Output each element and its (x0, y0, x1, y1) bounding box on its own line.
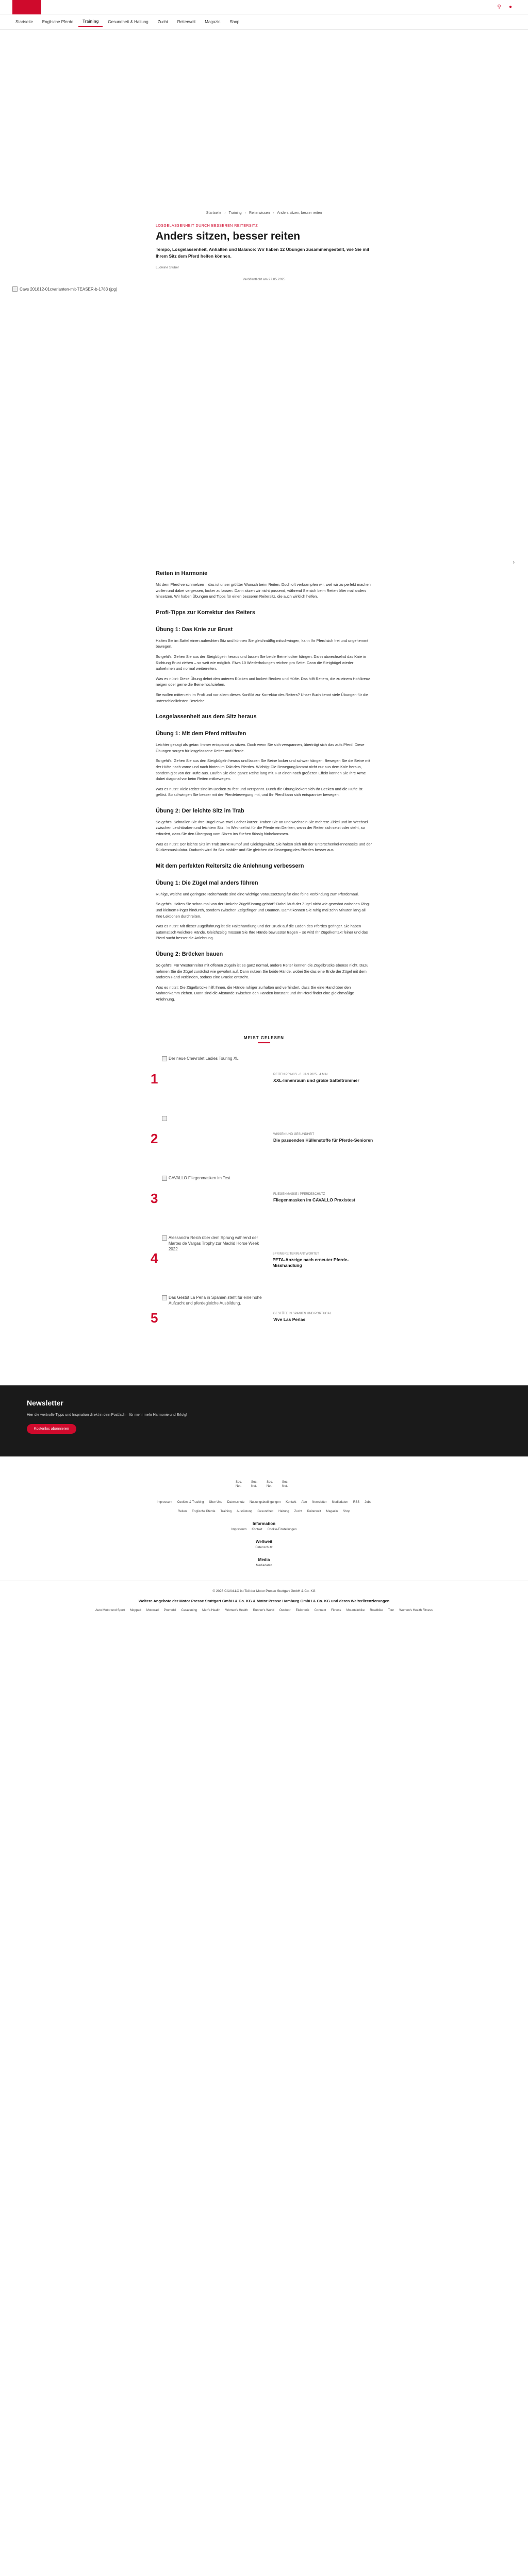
nav-item-magazin[interactable]: Magazin (205, 20, 221, 24)
nav-item-zucht[interactable]: Zucht (157, 20, 168, 24)
paragraph: Ruhige, weiche und geringere Reiterhände sind eine wichtige Voraussetzung für eine feine Verbindung zum Pferdemaul. (156, 891, 359, 896)
publisher-link[interactable]: Outdoor (279, 1608, 291, 1612)
publisher-link[interactable]: Promobil (163, 1608, 176, 1612)
user-icon[interactable]: ● (508, 4, 513, 10)
teaser-image-alt: CAVALLO Fliegenmasken im Test (169, 1175, 230, 1180)
publisher-link[interactable]: Fitness (331, 1608, 341, 1612)
newsletter-banner (0, 1385, 528, 1456)
social-network-icon[interactable]: Soc. Net. (236, 1480, 242, 1488)
paragraph: Was es nützt: Der leichte Sitz im Trab stärkt Rumpf und Gleichgewicht. Sie halten sich mit der Unterschenkel-Innenseite und der Rückenmuskulatur. Dadurch wird Ihr Sitz stabiler und Sie gleichen die Bewegung des Pferdes besser aus. (156, 841, 372, 853)
social-network-icon[interactable]: Soc. Net. (251, 1480, 258, 1488)
breadcrumb-item[interactable]: Training (228, 211, 242, 215)
main-navigation (0, 14, 528, 30)
publisher-link[interactable]: Auto Motor und Sport (95, 1608, 125, 1612)
footer-link[interactable]: Reiterwelt (307, 1510, 321, 1513)
publisher-link[interactable]: Elektronik (295, 1608, 309, 1612)
publisher-links (37, 1609, 491, 1612)
social-links (0, 1480, 528, 1495)
section-heading: Mit dem perfekten Reitersitz die Anlehnung verbessern (156, 862, 304, 869)
footer-info-links (0, 1528, 528, 1531)
footer-link[interactable]: Nutzungsbedingungen (250, 1500, 281, 1504)
footer-link[interactable]: Englische Pferde (192, 1510, 216, 1513)
topbar-actions (496, 4, 514, 10)
footer-link[interactable]: Über Uns (209, 1500, 222, 1504)
article-date: Veröffentlicht am 27.05.2025 (242, 278, 286, 281)
paragraph: Sie wollen mitten ein im Profi und vor allem dieses Konflikt zur Korrektur des Reiters? Unser Buch kennt viele Übungen für die unterschiedlichsten Bereiche: (156, 692, 369, 703)
teaser-image-alt: Das Gestüt La Perla in Spanien steht für eine hohe Aufzucht und pferdegleiche Ausbildung. (169, 1295, 262, 1306)
most-read-section (151, 1036, 377, 1342)
footer-link[interactable]: Ausrüstung (237, 1510, 253, 1513)
rank-number: 3 (151, 1190, 158, 1206)
section-heading: Profi-Tipps zur Korrektur des Reiters (156, 609, 255, 616)
copyright: © 2026 CAVALLO ist Teil der Motor Presse Stuttgart GmbH & Co. KG (0, 1581, 528, 1593)
teaser-headline[interactable]: Fliegenmasken im CAVALLO Praxistest (273, 1197, 355, 1202)
rank-number: 1 (151, 1071, 158, 1087)
newsletter-title: Newsletter (27, 1398, 63, 1407)
footer-link[interactable]: Gesundheit (257, 1510, 274, 1513)
footer-link[interactable]: Zucht (294, 1510, 302, 1513)
top-bar (0, 0, 528, 14)
breadcrumb-separator: › (224, 211, 226, 215)
footer-link[interactable]: Cookies & Tracking (177, 1500, 204, 1504)
breadcrumb-item[interactable]: Reiterwissen (249, 211, 270, 215)
publisher-link[interactable]: Runner's World (253, 1608, 274, 1612)
publisher-link[interactable]: Connect (314, 1608, 326, 1612)
rank-number: 4 (151, 1250, 158, 1266)
exercise-heading: Übung 2: Brücken bauen (156, 951, 223, 957)
broken-image-icon (162, 1116, 167, 1121)
rank-number: 2 (151, 1130, 158, 1146)
breadcrumb-separator: › (273, 211, 274, 215)
exercise-heading: Übung 2: Der leichte Sitz im Trab (156, 807, 244, 814)
footer-heading-weltweit: Weltweit (255, 1539, 273, 1544)
paragraph: Was es nützt: Diese Übung dehnt den unteren Rücken und lockert Becken und Hüfte. Das hilft Reitern, die zu einem Hohlkreuz neigen oder gerne die Beine hochziehen. (156, 676, 370, 687)
teaser-image-alt: Der neue Chevrolet Ladies Touring XL (169, 1056, 239, 1061)
teaser-kicker: SPRINGREITERIN ANTWORTET (272, 1252, 319, 1256)
nav-item-startseite[interactable]: Startseite (15, 20, 33, 24)
teaser-kicker: GESTÜTE IN SPANIEN UND PORTUGAL (273, 1312, 332, 1315)
teaser-image[interactable] (162, 1295, 268, 1340)
broken-image-icon (162, 1176, 167, 1181)
breadcrumb-current: Anders sitzen, besser reiten (277, 211, 322, 215)
exercise-heading: Übung 1: Mit dem Pferd mitlaufen (156, 731, 246, 737)
exercise-heading: Übung 1: Die Zügel mal anders führen (156, 879, 258, 886)
footer-link[interactable]: Newsletter (312, 1500, 327, 1504)
nav-item-shop[interactable]: Shop (229, 20, 240, 24)
paragraph: So geht's: Für Westernreiter mit offenen Zügeln ist es ganz normal, andere Reiter kennen die Zügelbrücke ebenso nicht. Dazu nehmen Sie die Zügel zunächst wie gewohnt auf. Dann nutzen Sie beide Hände, wobei Sie das eine Ende der Zügel mit dem anderen Hand verbinden, sodass eine Brücke entsteht. (156, 963, 369, 980)
paragraph: Mit dem Pferd verschmelzen – das ist unser größter Wunsch beim Reiten. Doch oft verkrampfen wir, weil wir zu perfekt machen wollen und dabei vergessen, locker zu lassen. Dann sitzen wir nicht passend, während Sie sich beim Reiten öfter mal anders hinsetzen. Wir haben Übungen und Tipps für einen besseren Reitersitz, die auch wirklich helfen. (156, 582, 371, 599)
rank-number: 5 (151, 1310, 158, 1326)
footer-link[interactable]: RSS (353, 1500, 360, 1504)
social-network-icon[interactable]: Soc. Net. (267, 1480, 273, 1488)
teaser-kicker: FLIEGENMASKE / PFERDESCHUTZ (273, 1192, 325, 1196)
footer-link[interactable]: Kontakt (286, 1500, 296, 1504)
teaser-image[interactable] (162, 1115, 268, 1161)
teaser-kicker: REITEN PRAXIS · 6. JAN 2025 · 4 MIN (273, 1073, 328, 1076)
broken-image-icon (12, 286, 18, 292)
most-read-item[interactable] (151, 1056, 377, 1103)
search-icon[interactable]: ⚲ (497, 4, 501, 10)
teaser-headline[interactable]: Die passenden Hüllenstoffe für Pferde-Senioren (273, 1137, 373, 1143)
publisher-link[interactable]: Tour (388, 1608, 394, 1612)
publisher-link[interactable]: Motorrad (146, 1608, 159, 1612)
paragraph: Leichter gesagt als getan: Immer entspannt zu sitzen. Doch wenn Sie sich verspannen, überträgt sich das aufs Pferd. Diese Übungen sorgen für losgelassene Reiter und Pferde. (156, 742, 365, 753)
nav-item-englische-pferde[interactable]: Englische Pferde (42, 20, 74, 24)
footer-link[interactable]: Reiten (177, 1510, 187, 1513)
footer-media-links (0, 1564, 528, 1567)
most-read-item[interactable] (151, 1295, 377, 1342)
hero-image-alt: Cavs 201812-01cvarianten-mit-TEASER-b-1783 (jpg) (20, 286, 118, 292)
teaser-image-alt: Alessandra Reich über dem Sprung während der Martes de Vargas Trophy zur Madrid Horse Week 2022 (168, 1235, 259, 1251)
footer-heading-media: Media (258, 1557, 270, 1562)
footer-link[interactable]: Jobs (365, 1500, 371, 1504)
chevron-right-icon[interactable]: › (513, 560, 515, 565)
footer-link[interactable]: Abo (301, 1500, 307, 1504)
paragraph: Was es nützt: Viele Reiter sind im Becken zu fest und verspannt. Durch die Übung lockert sich Ihr Becken und die Hüfte ist gelöst. So schwingen Sie besser mit der Pferdebewegung mit, und Ihr Pferd kann sich entspannter bewegen. (156, 786, 362, 798)
publisher-link[interactable]: Mountainbike (346, 1608, 365, 1612)
footer-link[interactable]: Shop (343, 1510, 351, 1513)
footer-link[interactable]: Datenschutz (255, 1546, 273, 1549)
section-heading: Reiten in Harmonie (156, 570, 208, 577)
teaser-headline[interactable]: PETA-Anzeige nach erneuter Pferde-Misshandlung (272, 1257, 349, 1268)
footer-link[interactable]: Impressum (157, 1500, 172, 1504)
publisher-link[interactable]: Women's Health Fitness (399, 1608, 433, 1612)
footer-link[interactable]: Magazin (326, 1510, 338, 1513)
article-body (156, 570, 372, 1003)
teaser-text (273, 1175, 355, 1203)
broken-image-icon (162, 1295, 167, 1300)
article-kicker: LOSGELASSENHEIT DURCH BESSEREN REITERSITZ (156, 224, 258, 228)
footer-link[interactable]: Datenschutz (227, 1500, 245, 1504)
nav-item-training[interactable]: Training (78, 17, 103, 27)
article-author[interactable]: Ludwine Stuber (156, 266, 179, 269)
breadcrumb-separator: › (244, 211, 246, 215)
paragraph: So geht's: Gehen Sie aus der Steigbügeln heraus und lassen Sie beide Beine locker hängen. Dann abwechselnd das Knie in Richtung Brust ziehen – so weit wie möglich. Etwa 10 Wiederholungen reichen pro Seite. Dann die Steigbügel wieder aufnehmen und normal weiterreiten. (156, 654, 366, 671)
newsletter-text: Hier die wertvolle Tipps und Inspiration direkt in dein Postfach – für mehr mehr Harmonie und Erfolg! (27, 1413, 187, 1417)
paragraph: Was es nützt: Die Zügelbrücke hilft Ihnen, die Hände ruhiger zu halten und verhindert, dass Sie eine Hand über den Mähnenkamm ziehen. Dann sind die Abstände zwischen den Händen konstant und Ihr Pferd findet eine gleichmäßige Anlehnung. (156, 985, 354, 1002)
teaser-text (273, 1115, 373, 1143)
footer-link[interactable]: Training (220, 1510, 232, 1513)
most-read-title: MEIST GELESEN (151, 1036, 377, 1043)
broken-image-icon (162, 1235, 167, 1241)
social-network-icon[interactable]: Soc. Net. (282, 1480, 289, 1488)
publisher-link[interactable]: Men's Health (202, 1608, 220, 1612)
teaser-text (273, 1056, 359, 1083)
article-lead: Tempo, Losgelassenheit, Anhalten und Balance: Wir haben 12 Übungen zusammengestellt, wie Sie mit Ihrem Sitz dem Pferd helfen können. (156, 247, 370, 259)
footer-link[interactable]: Kontakt (252, 1528, 262, 1531)
publisher-link[interactable]: Roadbike (370, 1608, 383, 1612)
paragraph: So geht's: Halten Sie schon mal von der Umkehr Zügelführung gehört? Dabei läuft der Zügel nicht wie gewohnt zwischen Ring- und kleinem Finger hindurch, sondern zwischen Zeigefinger und Daumen. Damit können Sie ruhig mal zehn Minuten lang all Ihre Lektionen durchreiten. (156, 902, 370, 919)
footer-link[interactable]: Mediadaten (332, 1500, 348, 1504)
article-header (156, 224, 372, 281)
paragraph: So geht's: Gehen Sie aus den Steigbügeln heraus und lassen Sie Beine locker und schwer hängen. Bewegen Sie die Beine mit der Hüfte nach vorne und nach hinten im Takt des Pferdes. Wichtig: Die Bewegung kommt nicht nur aus dem Knie heraus, sondern gibt von der Hüfte aus. Laufen Sie eine ganze Reihe lang mit. Für einen noch größeren Effekt können Sie Ihre Arme dabei diagonal vor beim Reiten mitbewegen. (156, 758, 370, 782)
most-read-item[interactable] (151, 1115, 377, 1163)
footer-link[interactable]: Mediadaten (256, 1564, 272, 1567)
publisher-link[interactable]: Women's Health (225, 1608, 248, 1612)
teaser-text (273, 1235, 377, 1268)
most-read-item[interactable] (151, 1175, 377, 1223)
publisher-link[interactable]: Caravaning (181, 1608, 197, 1612)
footer-links-secondary (68, 1510, 460, 1513)
footer-link[interactable]: Haltung (278, 1510, 289, 1513)
paragraph: Was es nützt: Mit dieser Zügelführung ist die Haltehandlung und der Druck auf die Laden des Pferdes geringer. Sie haben automatisch weichere Hände. Gleichzeitig müssen Sie Ihre Hände bewusster tragen – so wird Ihr Zügelkontakt feiner und das Pferd sucht besser die Anlehnung. (156, 924, 368, 941)
teaser-headline[interactable]: XXL-Innenraum und große Satteltrommer (273, 1077, 359, 1083)
newsletter-subscribe-button[interactable]: Kostenlos abonnieren (27, 1424, 76, 1434)
paragraph: So geht's: Schnallen Sie Ihre Bügel etwa zwei Löcher kürzer. Traben Sie an und wechseln Sie mehrere Zirkel und im Wechsel zwischen Leichttraben und leichtem Sitz. Im Wechsel ist für die Pferde ein Denken, wann der Reiter sich setzt oder steht, so erfordert, dass Sie den Übergang vom Sitzen ins Stehen flüssig hinbekommen. (156, 819, 368, 837)
teaser-image[interactable] (162, 1235, 268, 1280)
teaser-kicker: WISSEN UND GESUNDHEIT (273, 1132, 315, 1136)
footer-link[interactable]: Impressum (231, 1528, 247, 1531)
page-title: Anders sitzen, besser reiten (156, 230, 301, 242)
nav-item-gesundheit[interactable]: Gesundheit & Haltung (108, 20, 148, 24)
paragraph: Halten Sie im Sattel einen aufrechten Sitz und können Sie gleichmäßig mitschwingen, kann Ihr Pferd sich frei und ungehemmt bewegen. (156, 638, 369, 649)
broken-image-icon (162, 1056, 167, 1061)
footer-heading-information: Information (253, 1521, 275, 1526)
hero-image (12, 286, 528, 292)
teaser-headline[interactable]: Vive Las Perlas (273, 1316, 306, 1322)
teaser-image[interactable] (162, 1056, 268, 1101)
nav-item-reiterwelt[interactable]: Reiterwelt (177, 20, 196, 24)
footer-link[interactable]: Cookie-Einstellungen (267, 1528, 297, 1531)
footer-partner-links (0, 1546, 528, 1549)
teaser-image[interactable] (162, 1175, 268, 1221)
exercise-heading: Übung 1: Das Knie zur Brust (156, 626, 233, 633)
most-read-item[interactable] (151, 1235, 377, 1282)
breadcrumb-item[interactable]: Startseite (206, 211, 222, 215)
publisher-link[interactable]: Mopped (130, 1608, 141, 1612)
site-logo[interactable] (12, 0, 41, 14)
section-heading: Losgelassenheit aus dem Sitz heraus (156, 714, 257, 720)
footer-links-primary (68, 1501, 460, 1504)
teaser-text (273, 1295, 332, 1323)
publisher-heading: Weitere Angebote der Motor Presse Stuttgart GmbH & Co. KG & Motor Presse Hamburg GmbH & Co. KG und deren Weiterlizenzierungen (138, 1598, 390, 1603)
breadcrumb (0, 211, 528, 215)
